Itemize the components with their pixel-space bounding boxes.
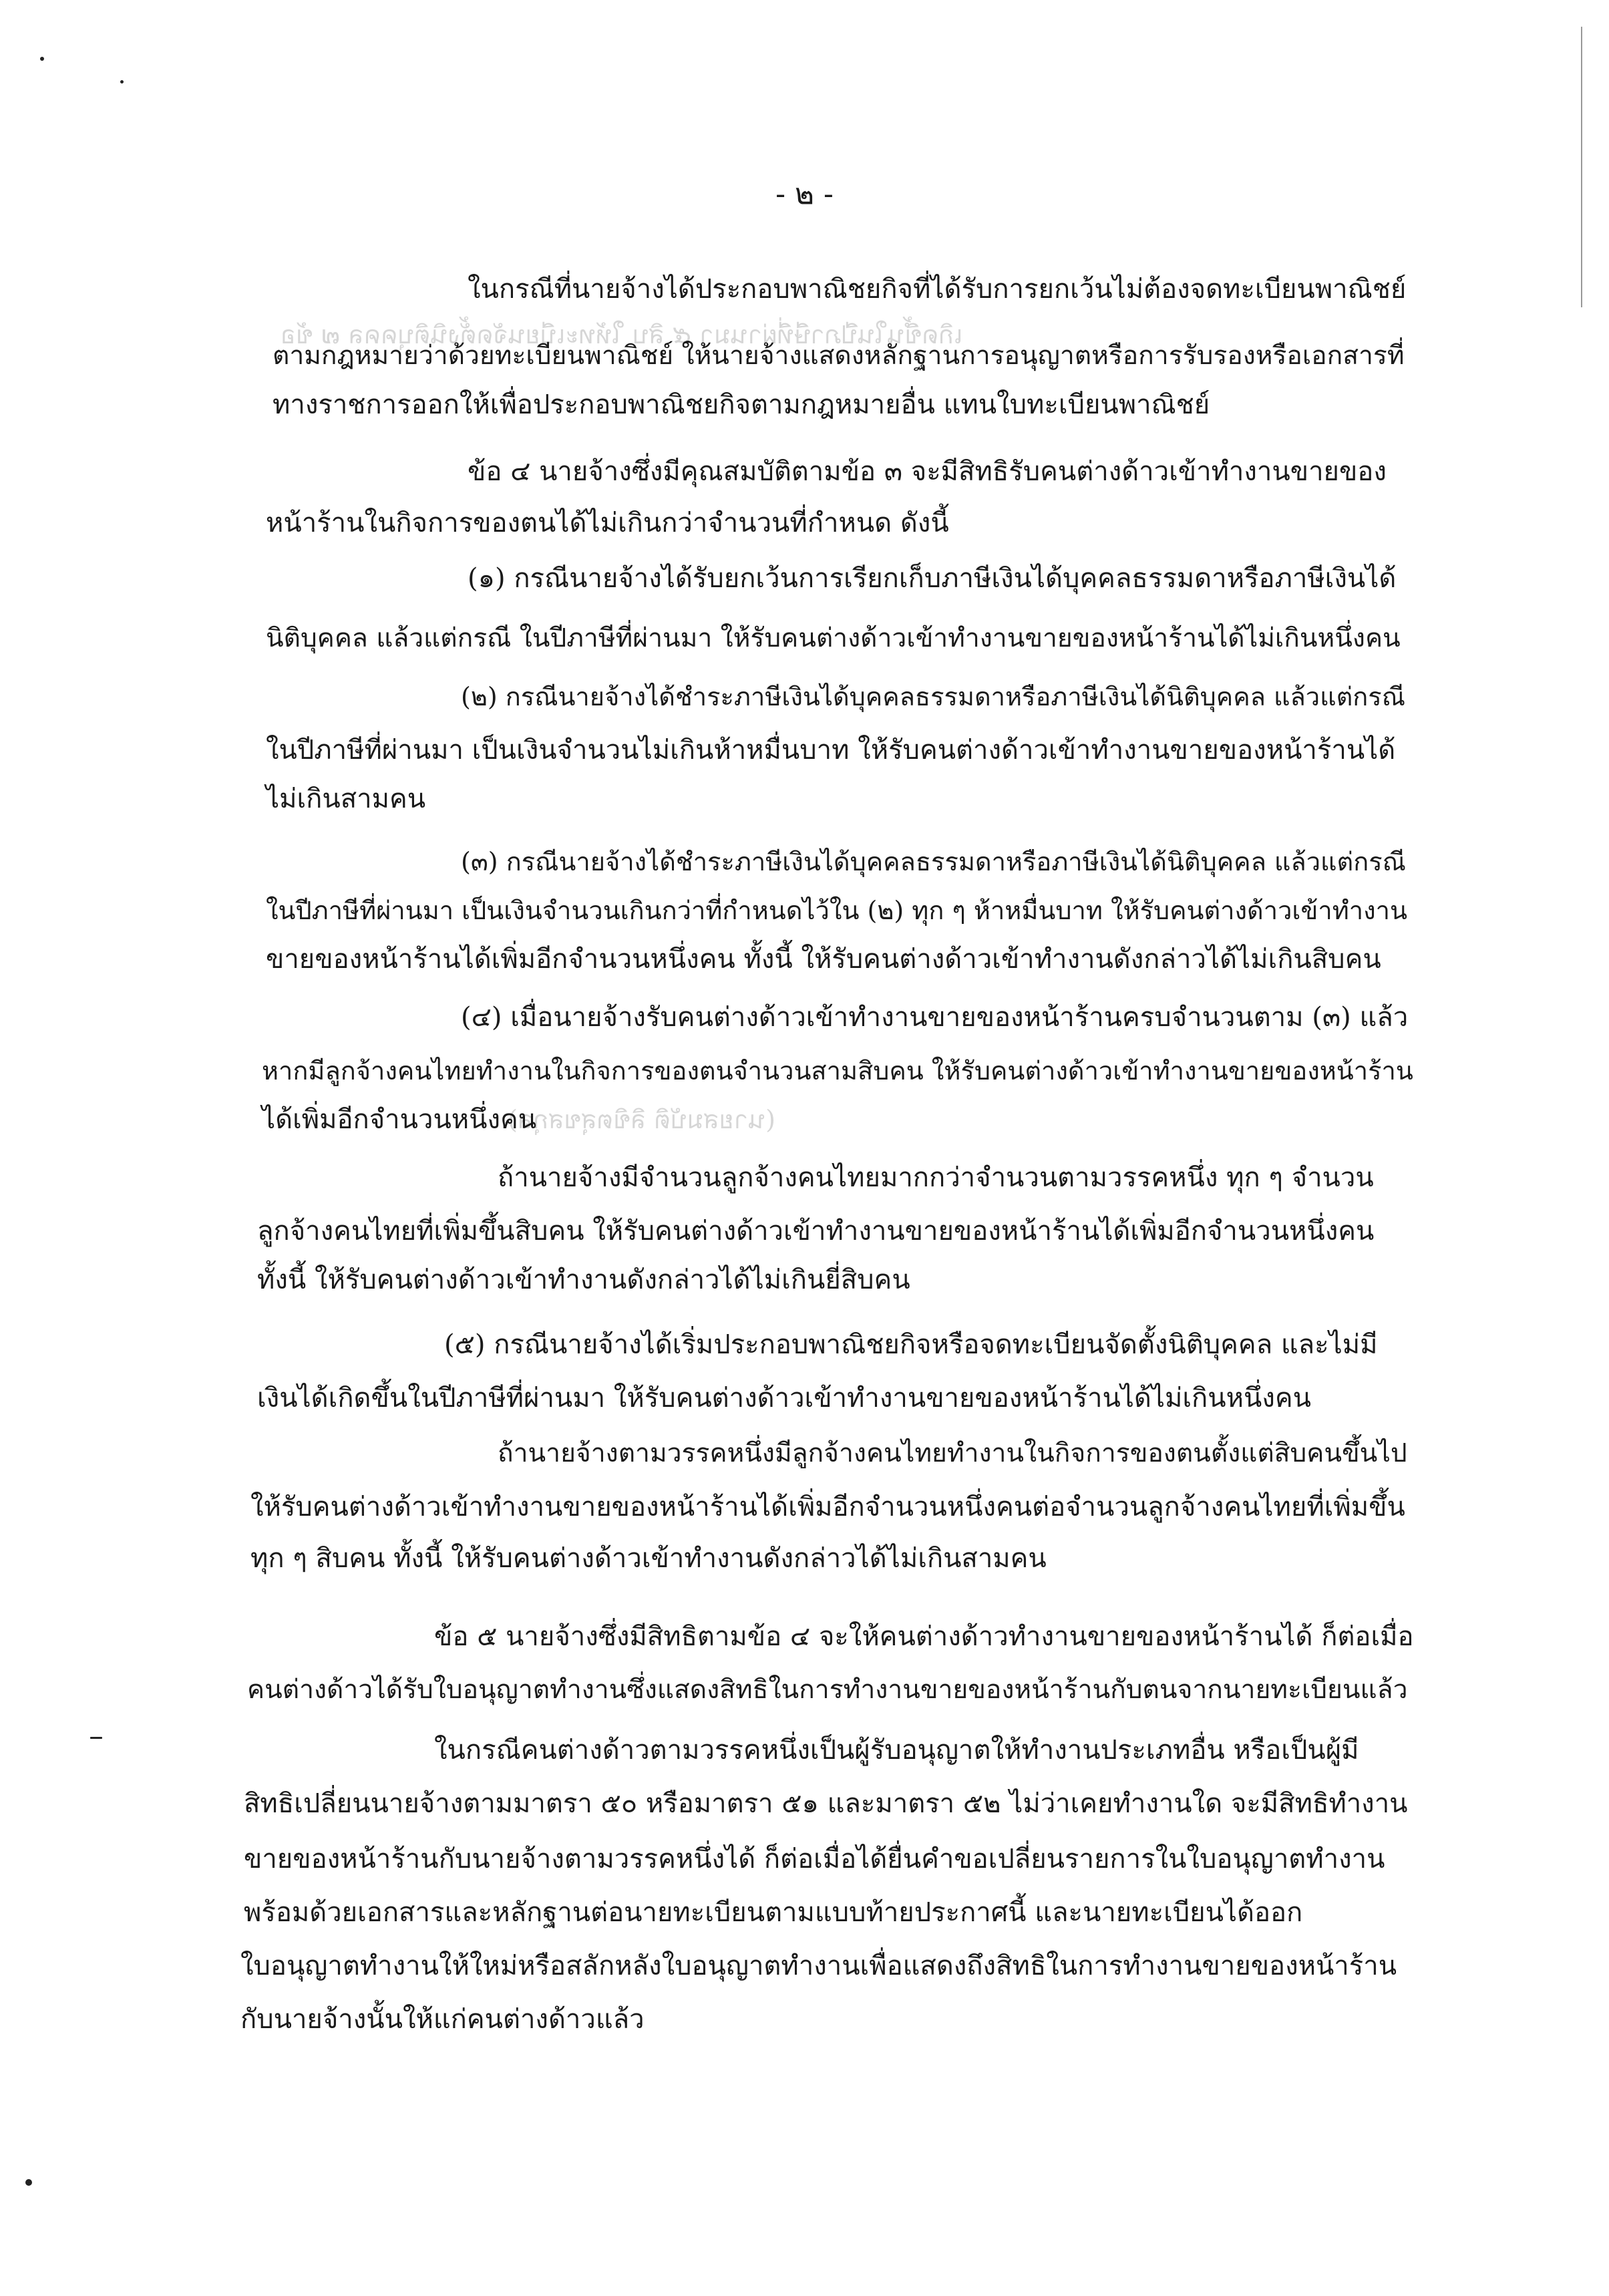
doc-line: ทุก ๆ สิบคน ทั้งนี้ ให้รับคนต่างด้าวเข้าทำงานดังกล่าวได้ไม่เกินสามคน (250, 1543, 1047, 1574)
doc-line: (๕) กรณีนายจ้างได้เริ่มประกอบพาณิชยกิจหรือจดทะเบียนจัดตั้งนิติบุคคล และไม่มี (444, 1329, 1378, 1360)
doc-line: ในปีภาษีที่ผ่านมา เป็นเงินจำนวนไม่เกินห้าหมื่นบาท ให้รับคนต่างด้าวเข้าทำงานขายของหน้าร้านได้ (266, 735, 1396, 766)
doc-line: ตามกฎหมายว่าด้วยทะเบียนพาณิชย์ ให้นายจ้างแสดงหลักฐานการอนุญาตหรือการรับรองหรือเอกสารที่ (273, 341, 1405, 371)
doc-line: หน้าร้านในกิจการของตนได้ไม่เกินกว่าจำนวนที่กำหนด ดังนี้ (266, 508, 949, 538)
doc-line: ใบอนุญาตทำงานให้ใหม่หรือสลักหลังใบอนุญาตทำงานเพื่อแสดงถึงสิทธิในการทำงานขายของหน้าร้าน (240, 1951, 1397, 1981)
scan-speck (40, 57, 44, 61)
doc-line: ขายของหน้าร้านกับนายจ้างตามวรรคหนึ่งได้ ก็ต่อเมื่อได้ยื่นคำขอเปลี่ยนรายการในใบอนุญาตทำงาน (244, 1844, 1385, 1874)
doc-line: (๒) กรณีนายจ้างได้ชำระภาษีเงินได้บุคคลธรรมดาหรือภาษีเงินได้นิติบุคคล แล้วแต่กรณี (461, 682, 1405, 711)
doc-line: ข้อ ๕ นายจ้างซึ่งมีสิทธิตามข้อ ๔ จะให้คนต่างด้าวทำงานขายของหน้าร้านได้ ก็ต่อเมื่อ (434, 1621, 1414, 1652)
bleed-through-text: (นายสมบัติ ลิขิตสุขสกุล) (508, 1105, 775, 1134)
doc-line: ข้อ ๔ นายจ้างซึ่งมีคุณสมบัติตามข้อ ๓ จะมีสิทธิรับคนต่างด้าวเข้าทำงานขายของ (468, 456, 1387, 487)
doc-line: สิทธิเปลี่ยนนายจ้างตามมาตรา ๕๐ หรือมาตรา ๕๑ และมาตรา ๕๒ ไม่ว่าเคยทำงานใด จะมีสิทธิทำงาน (244, 1788, 1408, 1819)
doc-line: ในกรณีที่นายจ้างได้ประกอบพาณิชยกิจที่ได้รับการยกเว้นไม่ต้องจดทะเบียนพาณิชย์ (468, 274, 1407, 305)
doc-line: ในปีภาษีที่ผ่านมา เป็นเงินจำนวนเกินกว่าที่กำหนดไว้ใน (๒) ทุก ๆ ห้าหมื่นบาท ให้รับคนต่างด้าวเข้าทำงาน (266, 896, 1407, 925)
scan-speck (90, 1737, 102, 1739)
doc-line: (๔) เมื่อนายจ้างรับคนต่างด้าวเข้าทำงานขายของหน้าร้านครบจำนวนตาม (๓) แล้ว (461, 1002, 1409, 1033)
doc-line: นิติบุคคล แล้วแต่กรณี ในปีภาษีที่ผ่านมา ให้รับคนต่างด้าวเข้าทำงานขายของหน้าร้านได้ไม่เกินหนึ่งคน (266, 623, 1401, 653)
bleed-through-text: เกิดขึ้นในปีภาษีที่ผ่านมา ๕ สิบ ให้ทะเบียนจัดตั้งนิติบุคคล ๗ ข้อ (281, 320, 963, 349)
doc-line: เงินได้เกิดขึ้นในปีภาษีที่ผ่านมา ให้รับคนต่างด้าวเข้าทำงานขายของหน้าร้านได้ไม่เกินหนึ่งคน (257, 1383, 1311, 1414)
doc-line: ทางราชการออกให้เพื่อประกอบพาณิชยกิจตามกฎหมายอื่น แทนใบทะเบียนพาณิชย์ (273, 389, 1210, 420)
doc-line: (๓) กรณีนายจ้างได้ชำระภาษีเงินได้บุคคลธรรมดาหรือภาษีเงินได้นิติบุคคล แล้วแต่กรณี (461, 847, 1406, 876)
page-number: - ๒ - (775, 177, 834, 211)
doc-line: ได้เพิ่มอีกจำนวนหนึ่งคน (262, 1104, 537, 1135)
doc-line: (๑) กรณีนายจ้างได้รับยกเว้นการเรียกเก็บภาษีเงินได้บุคคลธรรมดาหรือภาษีเงินได้ (468, 563, 1397, 594)
doc-line: คนต่างด้าวได้รับใบอนุญาตทำงานซึ่งแสดงสิทธิในการทำงานขายของหน้าร้านกับตนจากนายทะเบียนแล้ว (247, 1675, 1408, 1705)
doc-line: หากมีลูกจ้างคนไทยทำงานในกิจการของตนจำนวนสามสิบคน ให้รับคนต่างด้าวเข้าทำงานขายของหน้าร้าน (262, 1056, 1413, 1086)
scan-speck (25, 2179, 32, 2186)
doc-line: พร้อมด้วยเอกสารและหลักฐานต่อนายทะเบียนตามแบบท้ายประกาศนี้ และนายทะเบียนได้ออก (244, 1897, 1303, 1928)
doc-line: ทั้งนี้ ให้รับคนต่างด้าวเข้าทำงานดังกล่าวได้ไม่เกินยี่สิบคน (257, 1265, 910, 1295)
doc-line: ขายของหน้าร้านได้เพิ่มอีกจำนวนหนึ่งคน ทั้งนี้ ให้รับคนต่างด้าวเข้าทำงานดังกล่าวได้ไม่เกินสิบคน (266, 944, 1381, 975)
doc-line: ถ้านายจ้างตามวรรคหนึ่งมีลูกจ้างคนไทยทำงานในกิจการของตนตั้งแต่สิบคนขึ้นไป (498, 1438, 1407, 1468)
doc-line: ไม่เกินสามคน (266, 784, 426, 814)
scan-speck (120, 80, 124, 84)
doc-line: ให้รับคนต่างด้าวเข้าทำงานขายของหน้าร้านได้เพิ่มอีกจำนวนหนึ่งคนต่อจำนวนลูกจ้างคนไทยที่เพิ่มขึ้น (250, 1492, 1405, 1522)
doc-line: ลูกจ้างคนไทยที่เพิ่มขึ้นสิบคน ให้รับคนต่างด้าวเข้าทำงานขายของหน้าร้านได้เพิ่มอีกจำนวนหนึ่งคน (257, 1216, 1375, 1247)
doc-line: กับนายจ้างนั้นให้แก่คนต่างด้าวแล้ว (240, 2004, 645, 2035)
page-edge-line (1581, 27, 1582, 307)
doc-line: ถ้านายจ้างมีจำนวนลูกจ้างคนไทยมากกว่าจำนวนตามวรรคหนึ่ง ทุก ๆ จำนวน (498, 1162, 1374, 1193)
doc-line: ในกรณีคนต่างด้าวตามวรรคหนึ่งเป็นผู้รับอนุญาตให้ทำงานประเภทอื่น หรือเป็นผู้มี (434, 1735, 1359, 1766)
